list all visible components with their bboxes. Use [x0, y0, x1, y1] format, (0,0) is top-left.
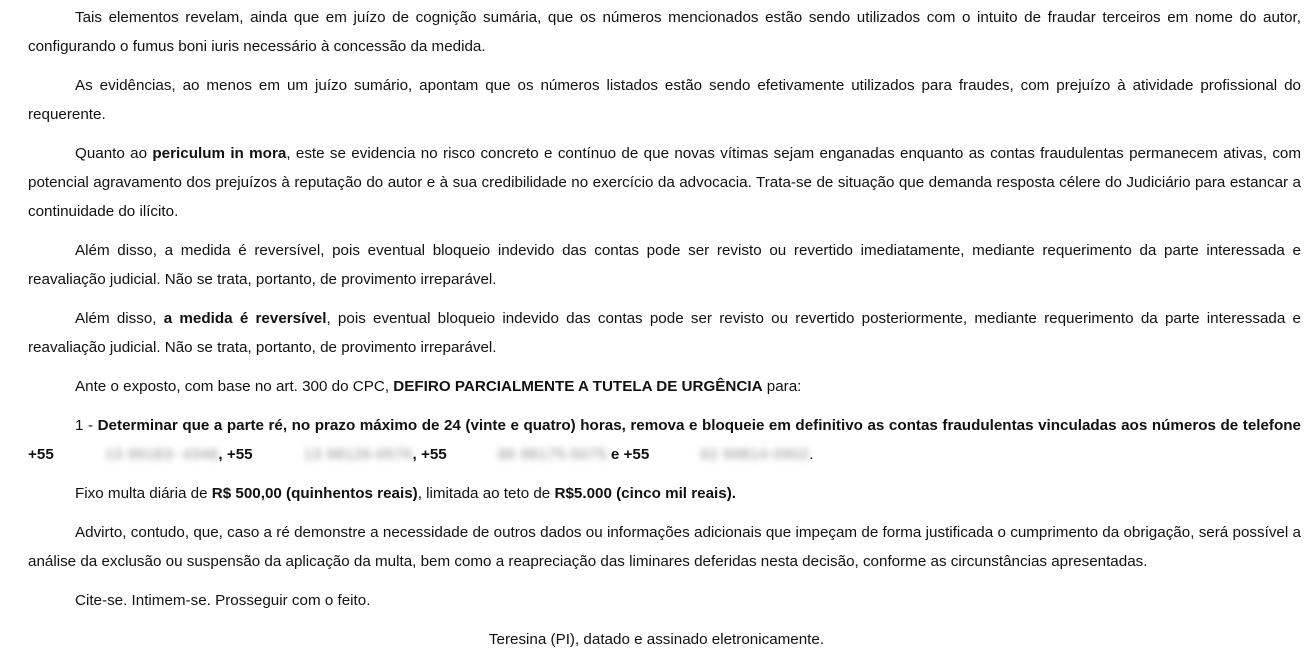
bold-determinacao [28, 417, 1301, 463]
text-segment: . [809, 446, 814, 463]
paragraph-advertencia: Advirto, contudo, que, caso a ré demonstre a necessidade de outros dados ou informações adicionais que impeçam de forma justificada o cumprimento da obrigação, será possível a análise da exclusão ou suspensão da aplicação da multa, bem como a reapreciação das liminares deferidas nesta decisão, conforme as circunstâncias apresentadas. [28, 524, 1301, 570]
bold-term-periculum: periculum in mora [152, 145, 287, 162]
bold-term-reversivel: a medida é reversível [163, 310, 327, 327]
text-segment: Quanto ao [75, 145, 153, 162]
redacted-phone-3: 86 98175-5075 [497, 446, 607, 463]
footer-location-date: Teresina (PI), datado e assinado eletronicamente. [488, 631, 825, 648]
paragraph-cite-se: Cite-se. Intimem-se. Prosseguir com o feito. [75, 592, 371, 609]
paragraph-determinacao [28, 411, 1301, 469]
text-segment: , limitada ao teto de [417, 485, 555, 502]
paragraph-multa [28, 479, 1301, 508]
text-segment: e +55 [606, 446, 650, 463]
redacted-phone-2: 13 98126-6576 [303, 446, 413, 463]
bold-valor-multa: R$ 500,00 (quinhentos reais) [211, 485, 418, 502]
text-segment: , este se evidencia no risco concreto e contínuo de que novas vítimas sejam enganadas enquanto as contas fraudulentas permanecem ativas, com potencial agravamento dos prejuízos à reputação do autor e à sua credibilidade no exercício da advocacia. Trata-se de situação que demanda resposta célere do Judiciário para estancar a continuidade do ilícito. [28, 145, 1302, 220]
paragraph-periculum-in-mora [28, 139, 1301, 226]
text-segment: Ante o exposto, com base no art. 300 do CPC, [75, 378, 394, 395]
text-segment: Fixo multa diária de [75, 485, 212, 502]
bold-teto-multa: R$5.000 (cinco mil reais). [554, 485, 736, 502]
document-body [28, 3, 1301, 654]
paragraph-reversibilidade-1: Além disso, a medida é reversível, pois eventual bloqueio indevido das contas pode ser revisto ou revertido imediatamente, mediante requerimento da parte interessada e reavaliação judicial. Não se trata, portanto, de provimento irreparável. [28, 242, 1301, 288]
text-segment: para: [762, 378, 802, 395]
text-segment: , +55 [412, 446, 451, 463]
bold-term-defiro: DEFIRO PARCIALMENTE A TUTELA DE URGÊNCIA [393, 378, 763, 395]
redacted-phone-4: 62 99814-0902 [700, 446, 810, 463]
text-segment: Além disso, [75, 310, 164, 327]
paragraph-fumus-boni-iuris: Tais elementos revelam, ainda que em juízo de cognição sumária, que os números mencionados estão sendo utilizados com o intuito de fraudar terceiros em nome do autor, configurando o fumus boni iuris necessário à concessão da medida. [28, 9, 1301, 55]
text-segment: , pois eventual bloqueio indevido das contas pode ser revisto ou revertido posteriormente, mediante requerimento da parte interessada e reavaliação judicial. Não se trata, portanto, de provimento irreparável. [28, 310, 1301, 356]
text-segment: Determinar que a parte ré, no prazo máximo de 24 (vinte e quatro) horas, remova e bloqueie em definitivo as contas fraudulentas vinculadas aos números de telefone +55 [28, 417, 1301, 463]
paragraph-dispositivo [28, 372, 1301, 401]
paragraph-evidencias: As evidências, ao menos em um juízo sumário, apontam que os números listados estão sendo efetivamente utilizados para fraudes, com prejuízo à atividade profissional do requerente. [28, 77, 1301, 123]
text-segment: , +55 [218, 446, 257, 463]
paragraph-reversibilidade-2 [28, 304, 1301, 362]
redacted-phone-1: 13 99183- 4348 [104, 446, 219, 463]
item-number: 1 - [75, 417, 98, 434]
